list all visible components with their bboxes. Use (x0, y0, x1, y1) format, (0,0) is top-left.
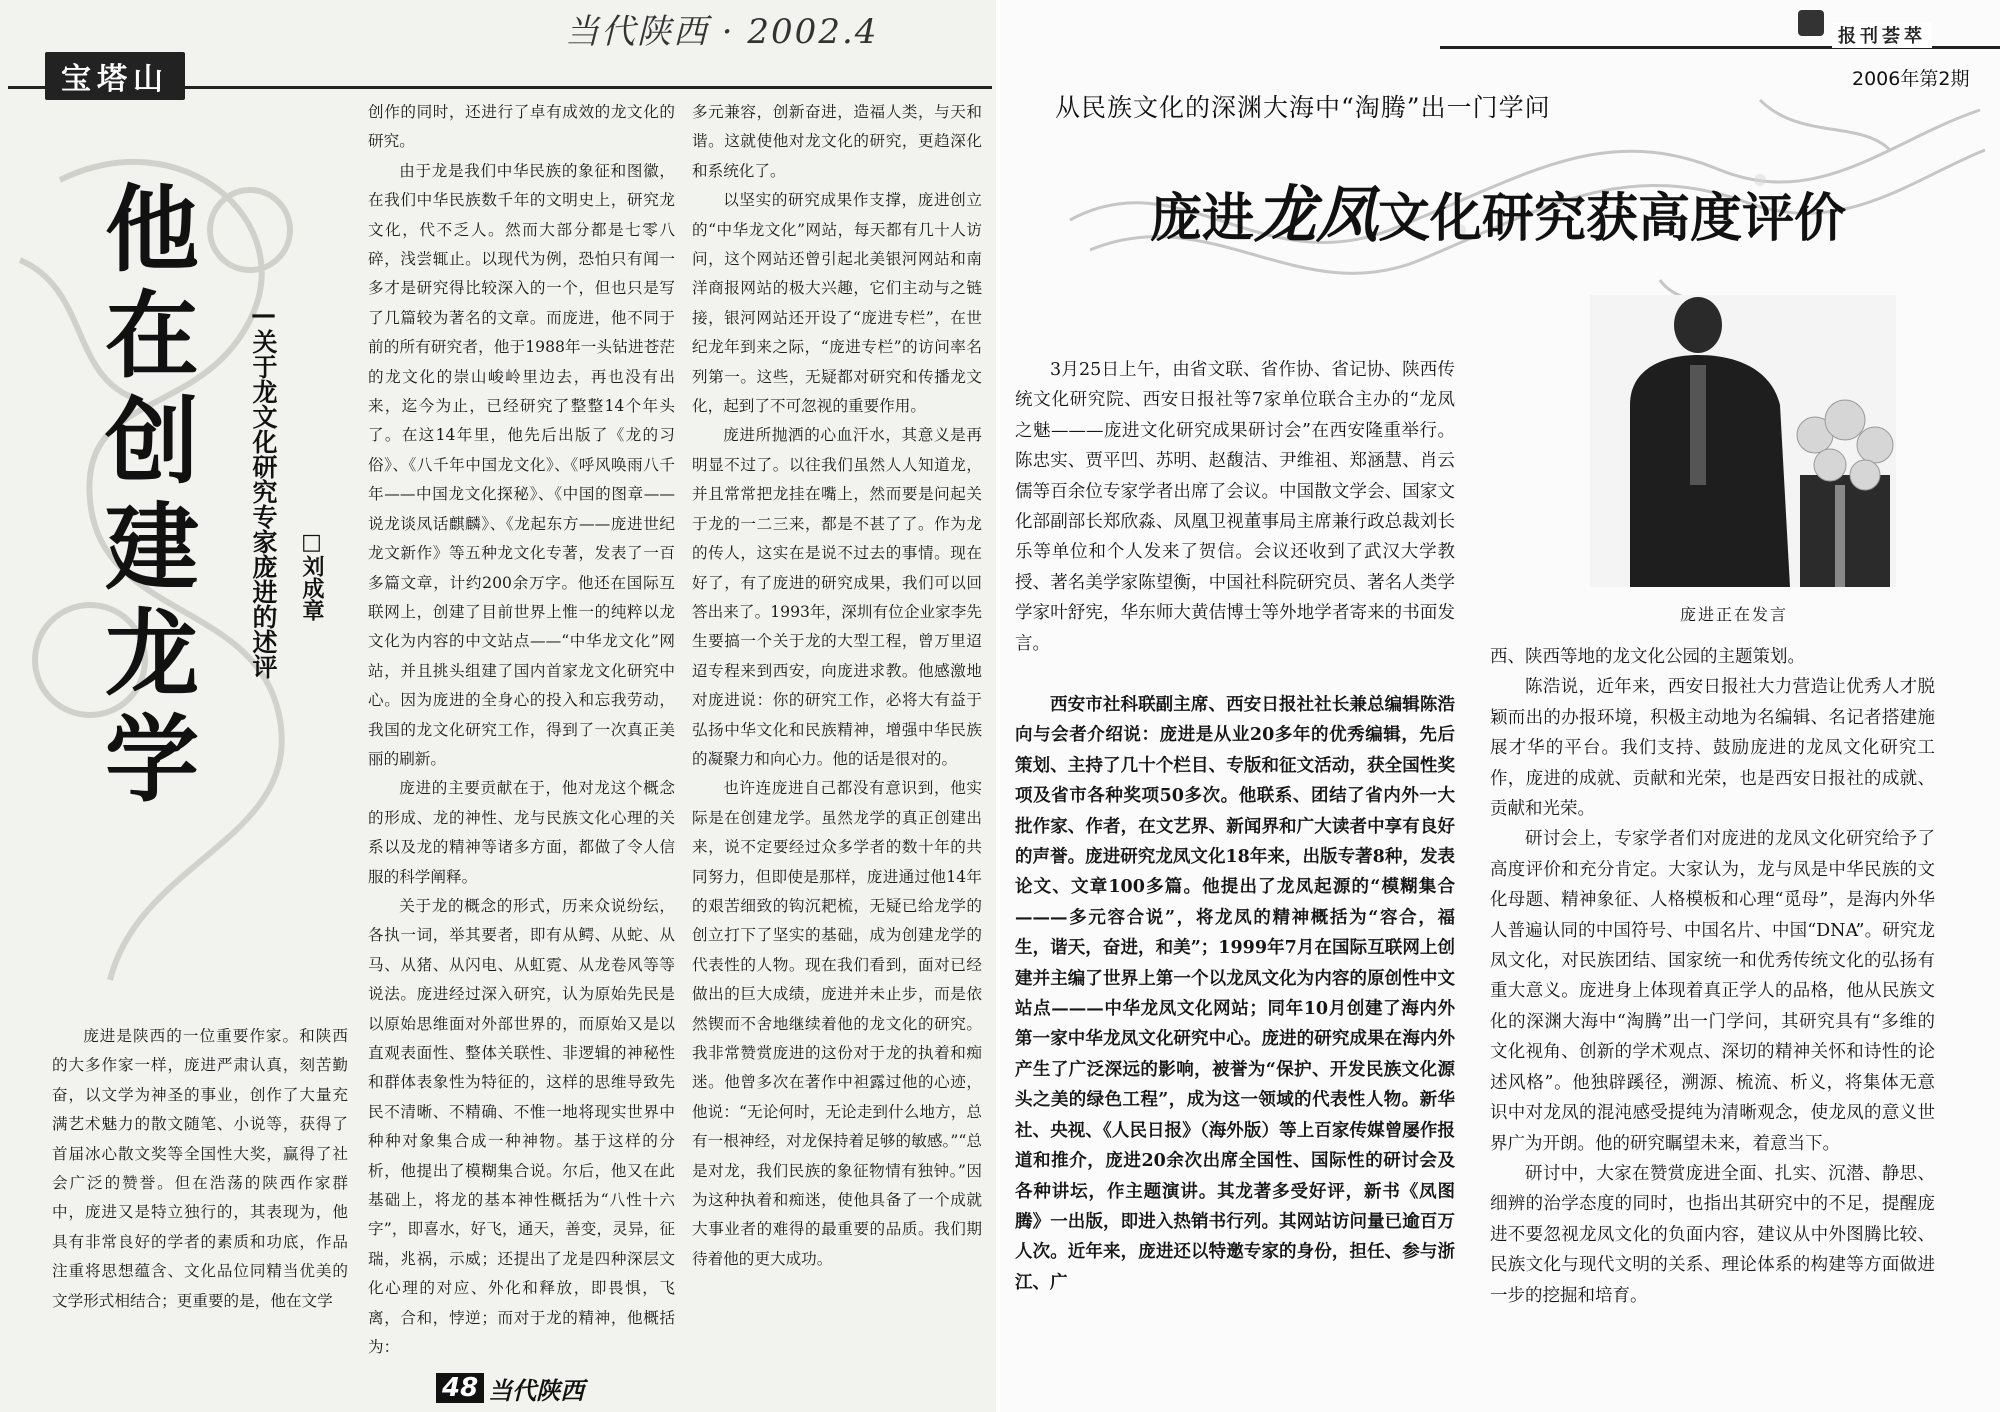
photo-illustration (1590, 295, 1896, 587)
title-char: 他 (105, 176, 200, 285)
column-label: 宝塔山 (45, 52, 185, 100)
speaker-photo (1590, 295, 1896, 587)
issue-number: 2006年第2期 (1852, 68, 1970, 90)
title-char: 学 (105, 706, 200, 815)
article-author: □刘成章 (299, 530, 324, 621)
article-subtitle: —关于龙文化研究专家庞进的述评 (249, 300, 278, 679)
article-headline (1150, 165, 1846, 254)
body-paragraph: 西、陕西等地的龙文化公园的主题策划。 (1490, 647, 1805, 667)
headline-part: 文化研究获高度评价 (1378, 189, 1847, 249)
body-paragraph: 3月25日上午，由省文联、省作协、省记协、陕西传统文化研究院、西安日报社等7家单位联合主办的“龙凤之魅———庞进文化研究成果研讨会”在西安隆重举行。陈忠实、贾平凹、苏明、赵馥洁、尹维祖、郑涵慧、肖云儒等百余位专家学者出席了会议。中国散文学会、国家文化部副部长郑欣淼、凤凰卫视董事局主席兼行政总裁刘长乐等单位和个人发来了贺信。会议还收到了武汉大学教授、著名美学家陈望衡，中国社科院研究员、著名人类学学家叶舒宪，华东师大黄佶博士等外地学者寄来的书面发言。 (1015, 360, 1455, 654)
body-column-3 (692, 98, 982, 1274)
title-char: 建 (105, 494, 200, 603)
headline-part: 庞进 (1150, 189, 1255, 249)
article-kicker: 从民族文化的深渊大海中“淘腾”出一门学问 (1055, 93, 1551, 122)
title-char: 创 (105, 388, 200, 497)
body-paragraph: 研讨中，大家在赞赏庞进全面、扎实、沉潜、静思、细辨的治学态度的同时，也指出其研究中的不足，提醒庞进不要忽视龙凤文化的负面内容，建议从中外图腾比较、民族文化与现代文明的关系、理论体系的构建等方面做进一步的挖掘和培育。 (1490, 1163, 1935, 1306)
body-paragraph: 以坚实的研究成果作支撑，庞进创立的“中华龙文化”网站，每天都有几十人访问，这个网站还曾引起北美银河网站和南洋商报网站的极大兴趣，它们主动与之链接，银河网站还开设了“庞进专栏”，在世纪龙年到来之际，“庞进专栏”的访问率名列第一。这些，无疑都对研究和传播龙文化，起到了不可忽视的重要作用。 (692, 191, 982, 416)
body-paragraph: 陈浩说，近年来，西安日报社大力营造让优秀人才脱颖而出的办报环境，积极主动地为名编辑、名记者搭建施展才华的平台。我们支持、鼓励庞进的龙凤文化研究工作，庞进的成就、贡献和光荣，也是西安日报社的成就、贡献和光荣。 (1490, 677, 1935, 820)
photo-caption: 庞进正在发言 (1680, 605, 1789, 624)
page-footer (436, 1370, 584, 1406)
column-label: 报刊荟萃 (1832, 22, 1932, 48)
body-paragraph: 西安市社科联副主席、西安日报社社长兼总编辑陈浩向与会者介绍说：庞进是从业20多年的优秀编辑，先后策划、主持了几十个栏目、专版和征文活动，获全国性奖项及省市各种奖项50多次。他联系、团结了省内外一大批作家、作者，在文艺界、新闻界和广大读者中享有良好的声誉。庞进研究龙凤文化18年来，出版专著8种，发表论文、文章100多篇。他提出了龙凤起源的“模糊集合———多元容合说”，将龙凤的精神概括为“容合，福生，谐天，奋进，和美”；1999年7月在国际互联网上创建并主编了世界上第一个以龙凤文化为内容的原创性中文站点———中华龙凤文化网站；同年10月创建了海内外第一家中华龙凤文化研究中心。庞进的研究成果在海内外产生了广泛深远的影响，被誉为“保护、开发民族文化源头之美的绿色工程”，成为这一领域的代表性人物。新华社、央视、《人民日报》（海外版）等上百家传媒曾屡作报道和推介，庞进20余次出席全国性、国际性的研讨会及各种讲坛，作主题演讲。其龙著多受好评，新书《凤图腾》一出版，即进入热销书行列。其网站访问量已逾百万人次。近年来，庞进还以特邀专家的身份，担任、参与浙江、广 (1015, 695, 1455, 1293)
handwritten-note: 当代陕西 · 2002.4 (565, 12, 879, 52)
body-column-2 (368, 98, 675, 1362)
body-column-1-bold (1015, 690, 1455, 1298)
page-number: 48 (436, 1373, 484, 1403)
body-paragraph: 多元兼容，创新奋进，造福人类，与天和谐。这就使他对龙文化的研究，更趋深化和系统化了。 (692, 103, 982, 180)
body-column-1 (1015, 355, 1455, 659)
body-paragraph: 庞进所抛洒的心血汗水，其意义是再明显不过了。以往我们虽然人人知道龙，并且常常把龙挂在嘴上，然而要是问起关于龙的一二三来，都是不甚了了。作为龙的传人，这实在是说不过去的事情。现在好了，有了庞进的研究成果，我们可以回答出来了。1993年，深圳有位企业家李先生要搞一个关于龙的大型工程，曾万里迢迢专程来到西安，向庞进求教。他感激地对庞进说：你的研究工作，必将大有益于弘扬中华文化和民族精神，增强中华民族的凝聚力和向心力。他的话是很对的。 (692, 426, 982, 768)
body-paragraph: 关于龙的概念的形式，历来众说纷纭，各执一词，举其要者，即有从鳄、从蛇、从马、从猪、从闪电、从虹霓、从龙卷风等等说法。庞进经过深入研究，认为原始先民是以原始思维面对外部世界的，而原始又是以直观表面性、整体关联性、非逻辑的神秘性和群体表象性为特征的，这样的思维导致先民不清晰、不精确、不惟一地将现实世界中种种对象集合成一种神物。基于这样的分析，他提出了模糊集合说。尔后，他又在此基础上，将龙的基本神性概括为“八性十六字”，即喜水，好飞，通天，善变，灵异，征瑞，兆祸，示威；还提出了龙是四种深层文化心理的对应、外化和释放，即畏惧，飞离，合和，悖逆；而对于龙的精神，他概括为： (368, 896, 675, 1357)
body-paragraph: 庞进是陕西的一位重要作家。和陕西的大多作家一样，庞进严肃认真，刻苦勤奋，以文学为神圣的事业，创作了大量充满艺术魅力的散文随笔、小说等，获得了首届冰心散文奖等全国性大奖，赢得了社会广泛的赞誉。但在浩荡的陕西作家群中，庞进又是特立独行的，其表现为，他具有非常良好的学者的素质和功底，作品注重将思想蕴含、文化品位同精当优美的文学形式相结合；更重要的是，他在文学 (52, 1027, 348, 1310)
magazine-name: 当代陕西 (488, 1376, 585, 1405)
corner-decoration-icon (1798, 10, 1824, 36)
body-column-2 (1490, 642, 1935, 1311)
body-paragraph: 研讨会上，专家学者们对庞进的龙凤文化研究给予了高度评价和充分肯定。大家认为，龙与凤是中华民族的文化母题、精神象征、人格模板和心理“觅母”，是海内外华人普遍认同的中国符号、中国名片、中国“DNA”。研究龙凤文化，对民族团结、国家统一和优秀传统文化的弘扬有重大意义。庞进身上体现着真正学人的品格，他从民族文化的深渊大海中“淘腾”出一门学问，其研究具有“多维的文化视角、创新的学术观点、深切的精神关怀和诗性的论述风格”。他独辟蹊径，溯源、梳流、析义，将集体无意识中对龙凤的混沌感受提纯为清晰观念，使龙凤的意义世界广为开朗。他的研究瞩望未来，着意当下。 (1490, 829, 1935, 1154)
title-char: 在 (105, 282, 200, 391)
headline-emphasis: 龙凤 (1254, 178, 1379, 251)
title-char: 龙 (105, 600, 200, 709)
article-title (105, 178, 225, 814)
body-paragraph: 庞进的主要贡献在于，他对龙这个概念的形成、龙的神性、龙与民族文化心理的关系以及龙的精神等诸多方面，都做了令人信服的科学阐释。 (368, 779, 675, 886)
body-paragraph: 创作的同时，还进行了卓有成效的龙文化的研究。 (368, 103, 675, 151)
body-paragraph: 也许连庞进自己都没有意识到，他实际是在创建龙学。虽然龙学的真正创建出来，说不定要经过众多学者的数十年的共同努力，但即使是那样，庞进通过他14年的艰苦细致的钩沉耙梳，无疑已给龙学的创立打下了坚实的基础，成为创建龙学的代表性的人物。现在我们看到，面对已经做出的巨大成绩，庞进并未止步，而是依然锲而不舍地继续着他的龙文化的研究。我非常赞赏庞进的这份对于龙的执着和痴迷。他曾多次在著作中袒露过他的心迹，他说：“无论何时，无论走到什么地方，总有一根神经，对龙保持着足够的敏感。”“总是对龙，我们民族的象征物情有独钟。”因为这种执着和痴迷，使他具备了一个成就大事业者的难得的最重要的品质。我们期待着他的更大成功。 (692, 779, 982, 1268)
intro-column (52, 1022, 348, 1316)
right-magazine-page (1000, 0, 2000, 1412)
body-paragraph: 由于龙是我们中华民族的象征和图徽，在我们中华民族数千年的文明史上，研究龙文化，代不乏人。然而大部分都是七零八碎，浅尝辄止。以现代为例，恐怕只有闻一多才是研究得比较深入的一个，但也只是写了几篇较为著名的文章。而庞进，他不同于前的所有研究者，他于1988年一头钻进苍茫的龙文化的崇山峻岭里边去，再也没有出来，迄今为止，已经研究了整整14个年头了。在这14年里，他先后出版了《龙的习俗》、《八千年中国龙文化》、《呼风唤雨八千年——中国龙文化探秘》、《中国的图章——说龙谈凤话麒麟》、《龙起东方——庞进世纪龙文新作》等五种龙文化专著，发表了一百多篇文章，计约200余万字。他还在国际互联网上，创建了目前世界上惟一的纯粹以龙文化为内容的中文站点——“中华龙文化”网站，并且挑头组建了国内首家龙文化研究中心。因为庞进的全身心的投入和忘我劳动，我国的龙文化研究工作，得到了一次真正美丽的刷新。 (368, 161, 675, 768)
